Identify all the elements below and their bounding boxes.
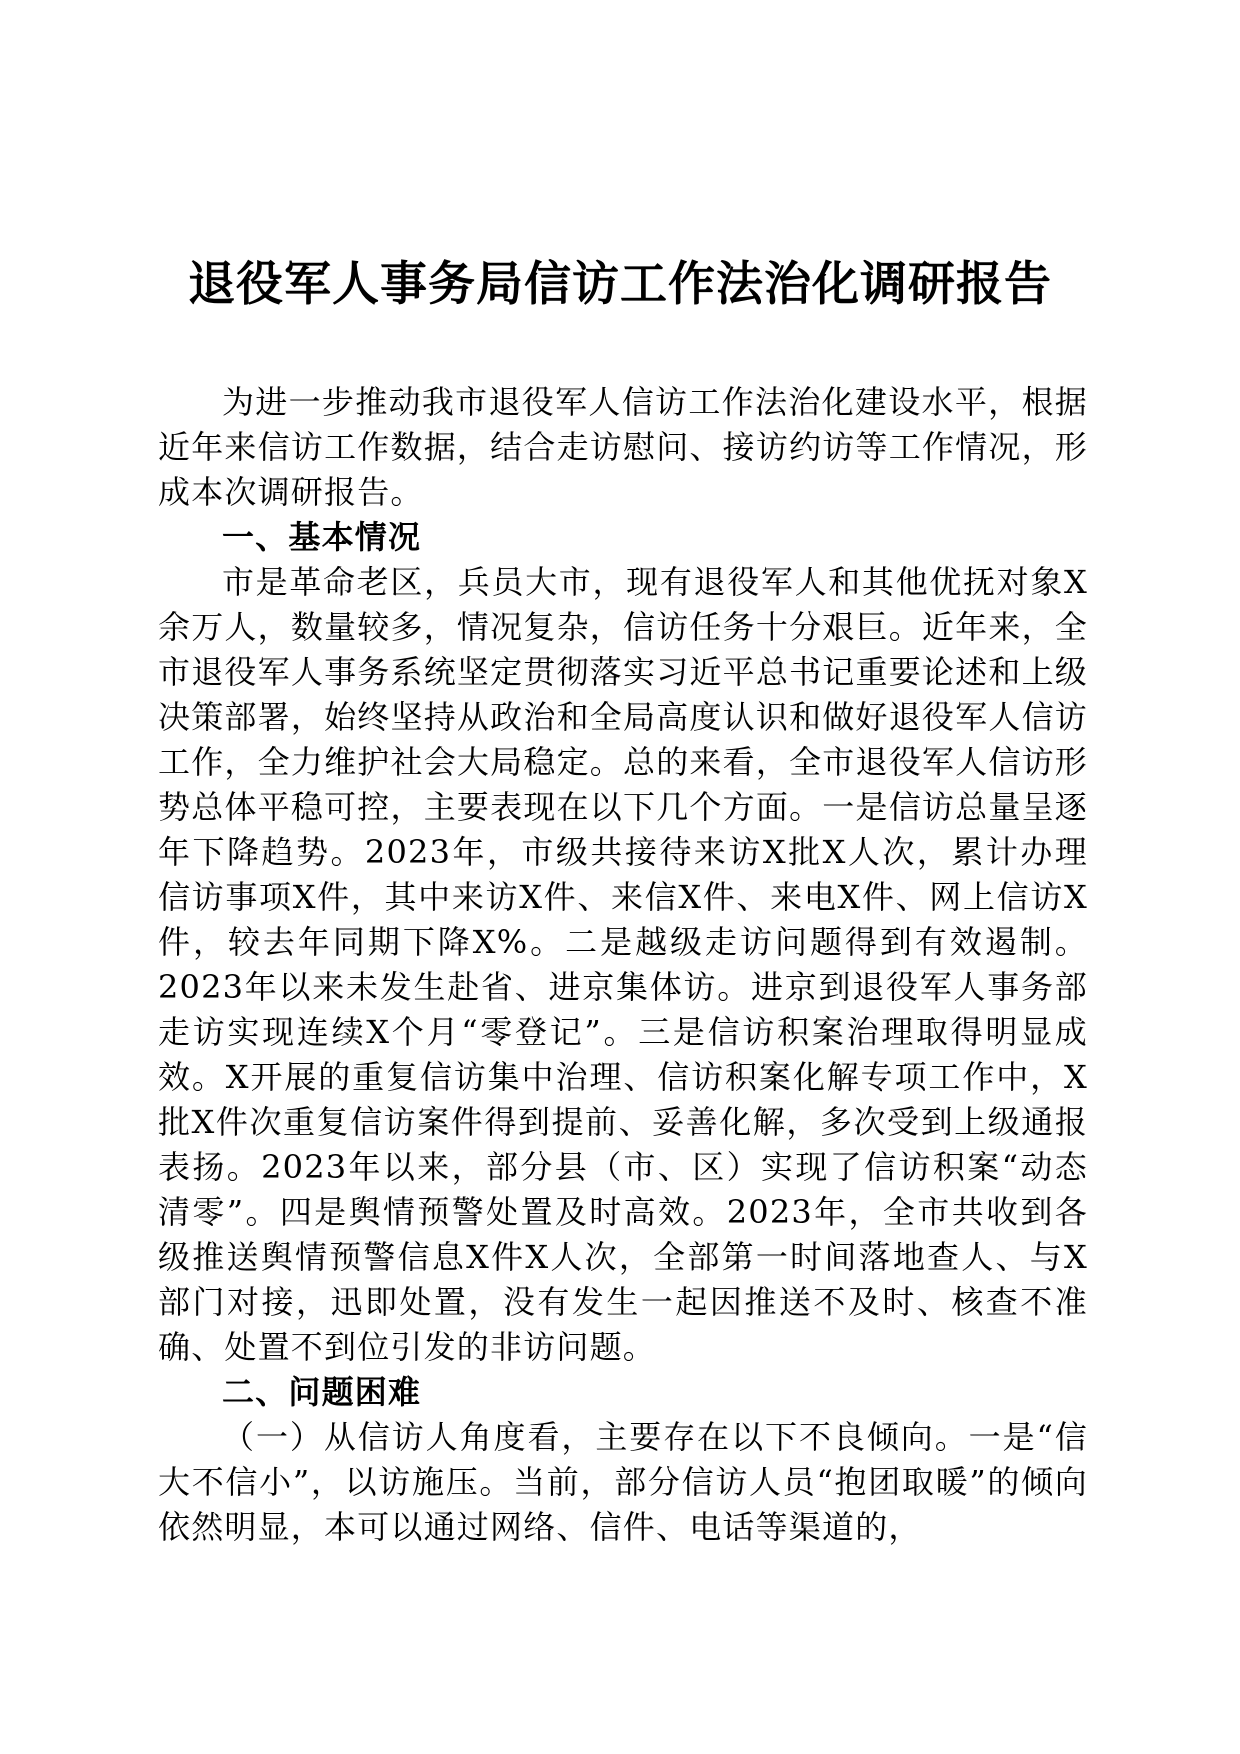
intro-paragraph: 为进一步推动我市退役军人信访工作法治化建设水平，根据近年来信访工作数据，结合走访慰问、接访约访等工作情况，形成本次调研报告。 bbox=[158, 383, 1088, 511]
basic-situation-paragraph: 市是革命老区，兵员大市，现有退役军人和其他优抚对象X余万人，数量较多，情况复杂，信访任务十分艰巨。近年来，全市退役军人事务系统坚定贯彻落实习近平总书记重要论述和上级决策部署，始终坚持从政治和全局高度认识和做好退役军人信访工作，全力维护社会大局稳定。总的来看，全市退役军人信访形势总体平稳可控，主要表现在以下几个方面。一是信访总量呈逐年下降趋势。2023年，市级共接待来访X批X人次，累计办理信访事项X件，其中来访X件、来信X件、来电X件、网上信访X件，较去年同期下降X%。二是越级走访问题得到有效遏制。2023年以来未发生赴省、进京集体访。进京到退役军人事务部走访实现连续X个月“零登记”。三是信访积案治理取得明显成效。X开展的重复信访集中治理、信访积案化解专项工作中，X批X件次重复信访案件得到提前、妥善化解，多次受到上级通报表扬。2023年以来，部分县（市、区）实现了信访积案“动态清零”。四是舆情预警处置及时高效。2023年，全市共收到各级推送舆情预警信息X件X人次，全部第一时间落地查人、与X部门对接，迅即处置，没有发生一起因推送不及时、核查不准确、处置不到位引发的非访问题。 bbox=[158, 563, 1088, 1366]
document-title: 退役军人事务局信访工作法治化调研报告 bbox=[188, 257, 1052, 312]
problems-paragraph: （一）从信访人角度看，主要存在以下不良倾向。一是“信大不信小”，以访施压。当前，部分信访人员“抱团取暖”的倾向依然明显，本可以通过网络、信件、电话等渠道的， bbox=[158, 1418, 1088, 1546]
document-body bbox=[158, 380, 1088, 1550]
section-heading-problems: 二、问题困难 bbox=[222, 1373, 422, 1411]
section-heading-basic-situation: 一、基本情况 bbox=[222, 518, 422, 556]
